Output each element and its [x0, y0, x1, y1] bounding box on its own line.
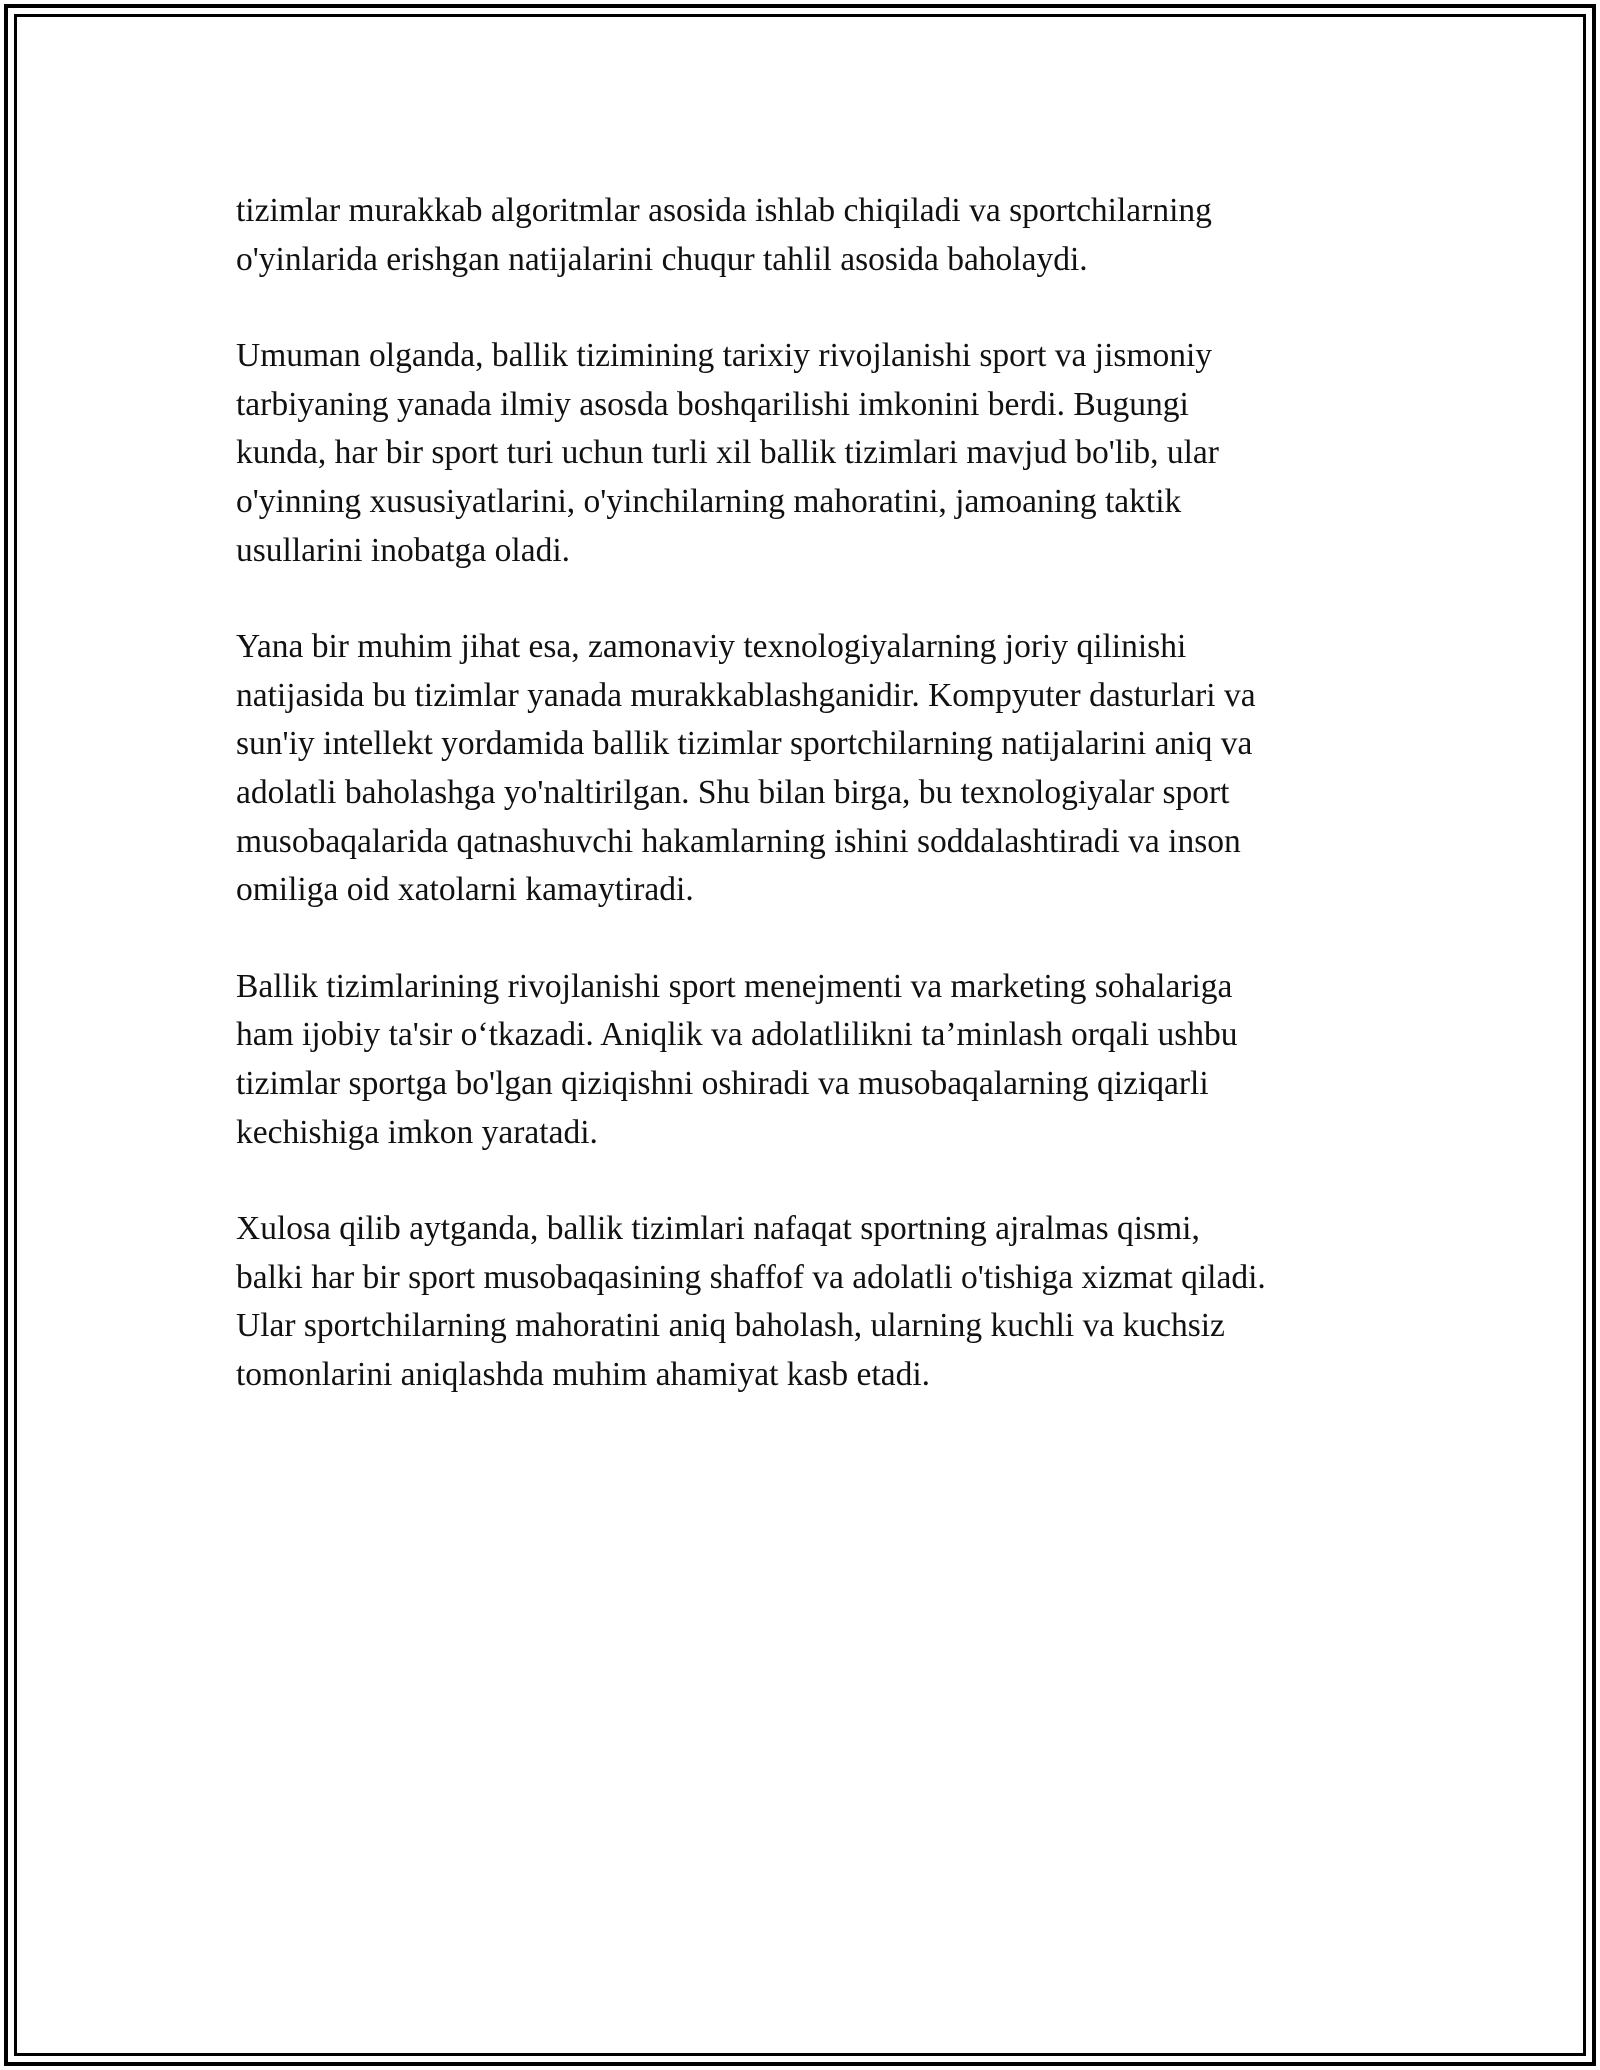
text-line: Ballik tizimlarining rivojlanishi sport menejmenti va marketing sohalariga	[236, 967, 1233, 1005]
text-line: tizimlar murakkab algoritmlar asosida ishlab chiqiladi va sportchilarning	[236, 192, 1212, 229]
text-line: natijasida bu tizimlar yanada murakkablashganidir. Kompyuter dasturlari va	[236, 676, 1256, 714]
text-line: kunda, har bir sport turi uchun turli xil ballik tizimlari mavjud bo'lib, ular	[236, 434, 1219, 472]
text-line: adolatli baholashga yo'naltirilgan. Shu bilan birga, bu texnologiyalar sport	[236, 773, 1230, 811]
paragraph-1	[236, 187, 1386, 284]
text-line: musobaqalarida qatnashuvchi hakamlarning ishini soddalashtiradi va inson	[236, 822, 1241, 860]
text-line: omiliga oid xatolarni kamaytiradi.	[236, 871, 694, 909]
paragraph-4	[236, 963, 1386, 1157]
text-line: o'yinning xususiyatlarini, o'yinchilarning mahoratini, jamoaning taktik	[236, 482, 1182, 520]
text-line: tarbiyaning yanada ilmiy asosda boshqarilishi imkonini berdi. Bugungi	[236, 385, 1189, 423]
text-line: Umuman olganda, ballik tizimining tarixiy rivojlanishi sport va jismoniy	[236, 337, 1213, 375]
text-line: o'yinlarida erishgan natijalarini chuqur tahlil asosida baholaydi.	[236, 240, 1088, 278]
text-line: tizimlar sportga bo'lgan qiziqishni oshiradi va musobaqalarning qiziqarli	[236, 1064, 1209, 1102]
text-line: usullarini inobatga oladi.	[236, 531, 571, 569]
text-line: Yana bir muhim jihat esa, zamonaviy texnologiyalarning joriy qilinishi	[236, 628, 1187, 666]
text-line: balki har bir sport musobaqasining shaffof va adolatli o'tishiga xizmat qiladi.	[236, 1258, 1266, 1296]
document-body	[236, 187, 1386, 1447]
paragraph-3	[236, 623, 1386, 915]
text-line: Ular sportchilarning mahoratini aniq baholash, ularning kuchli va kuchsiz	[236, 1307, 1225, 1345]
text-line: ham ijobiy ta'sir o‘tkazadi. Aniqlik va adolatlilikni ta’minlash orqali ushbu	[236, 1016, 1238, 1054]
text-line: tomonlarini aniqlashda muhim ahamiyat kasb etadi.	[236, 1355, 931, 1393]
paragraph-2	[236, 332, 1386, 575]
text-line: kechishiga imkon yaratadi.	[236, 1113, 598, 1151]
text-line: Xulosa qilib aytganda, ballik tizimlari nafaqat sportning ajralmas qismi,	[236, 1210, 1200, 1248]
paragraph-5	[236, 1205, 1386, 1399]
text-line: sun'iy intellekt yordamida ballik tizimlar sportchilarning natijalarini aniq va	[236, 725, 1253, 763]
